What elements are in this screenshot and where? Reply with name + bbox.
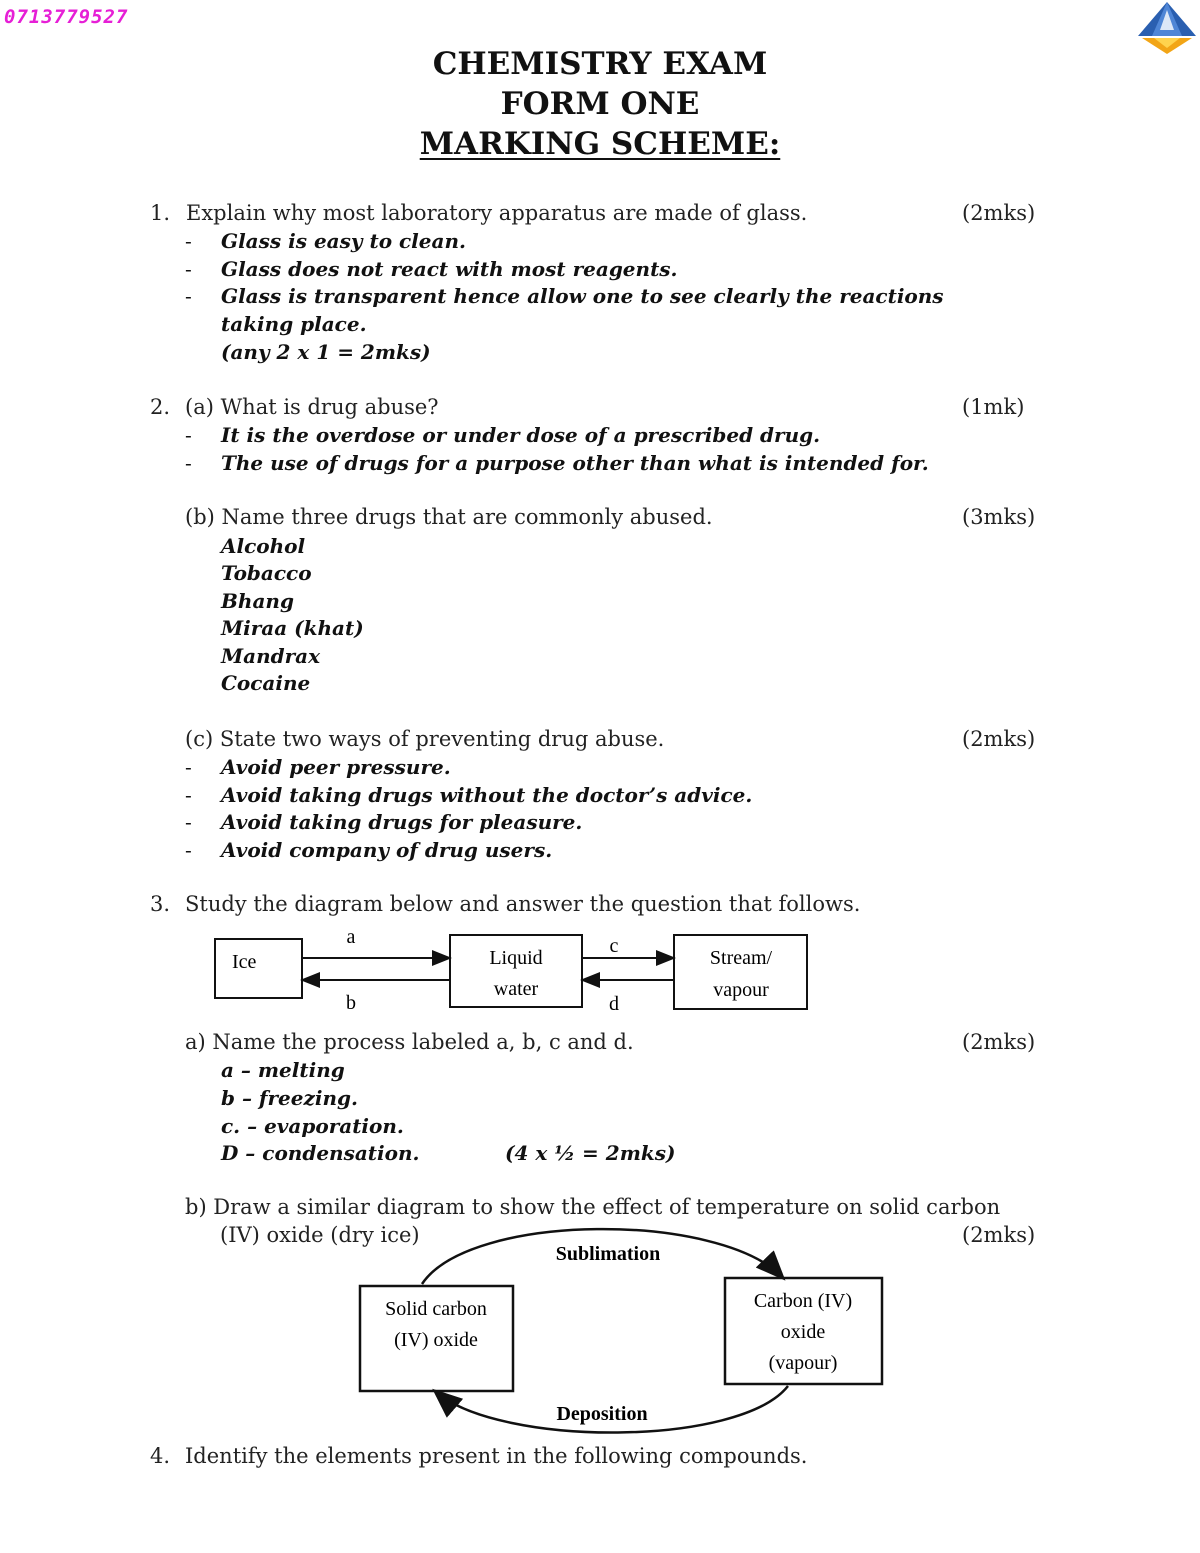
q3-number: 3. xyxy=(150,892,171,916)
stream-label-2: vapour xyxy=(713,979,769,1001)
bullet-dash: - xyxy=(185,229,192,253)
q2a-text: (a) What is drug abuse? xyxy=(185,395,439,419)
process-label-c: c xyxy=(609,935,619,957)
bullet-dash: - xyxy=(185,783,192,807)
ice-box xyxy=(215,939,302,998)
marking-scheme-text: MARKING SCHEME: xyxy=(419,126,781,162)
bullet-dash: - xyxy=(185,755,192,779)
q2b-answer-5: Mandrax xyxy=(221,644,321,668)
exam-title: CHEMISTRY EXAM xyxy=(432,46,768,82)
q3a-text: a) Name the process labeled a, b, c and d. xyxy=(185,1030,634,1054)
q2b-answer-3: Bhang xyxy=(221,589,294,613)
q2c-marks: (2mks) xyxy=(962,727,1036,751)
q4-text: Identify the elements present in the following compounds. xyxy=(185,1444,808,1468)
process-label-d: d xyxy=(609,993,619,1015)
q3b-text-cont: (IV) oxide (dry ice) xyxy=(220,1223,420,1247)
q3-text: Study the diagram below and answer the question that follows. xyxy=(185,892,861,916)
q1-answer-3-cont: taking place. xyxy=(221,312,367,336)
sublimation-label: Sublimation xyxy=(555,1243,661,1265)
process-label-b: b xyxy=(346,992,356,1014)
q2b-marks: (3mks) xyxy=(962,505,1036,529)
states-of-matter-diagram xyxy=(200,920,820,1020)
q2c-answer-2: Avoid taking drugs without the doctor’s advice. xyxy=(221,783,753,807)
bullet-dash: - xyxy=(185,810,192,834)
q1-answer-2: Glass does not react with most reagents. xyxy=(221,257,678,281)
q3a-answer-2: b – freezing. xyxy=(221,1086,358,1110)
q1-award: (any 2 x 1 = 2mks) xyxy=(221,340,431,364)
liquid-label-1: Liquid xyxy=(489,947,543,969)
deposition-label: Deposition xyxy=(556,1403,648,1425)
q3a-answer-1: a – melting xyxy=(221,1058,345,1082)
q2a-answer-2: The use of drugs for a purpose other than what is intended for. xyxy=(221,451,929,475)
ice-label: Ice xyxy=(232,951,257,973)
q2b-text: (b) Name three drugs that are commonly abused. xyxy=(185,505,713,529)
dry-ice-diagram xyxy=(340,1222,900,1440)
q2c-text: (c) State two ways of preventing drug abuse. xyxy=(185,727,665,751)
q4-number: 4. xyxy=(150,1444,171,1468)
marking-scheme-heading xyxy=(0,126,1200,162)
q1-number: 1. xyxy=(150,201,171,225)
vapour-label-1: Carbon (IV) xyxy=(753,1290,853,1312)
q2c-answer-1: Avoid peer pressure. xyxy=(221,755,451,779)
q1-answer-3: Glass is transparent hence allow one to see clearly the reactions xyxy=(221,284,944,308)
vapour-label-3: (vapour) xyxy=(768,1352,838,1374)
q2a-answer-1: It is the overdose or under dose of a prescribed drug. xyxy=(221,423,821,447)
stream-label-1: Stream/ xyxy=(709,947,773,969)
form-title: FORM ONE xyxy=(500,86,700,122)
bullet-dash: - xyxy=(185,451,192,475)
q2a-marks: (1mk) xyxy=(962,395,1025,419)
solid-label-1: Solid carbon xyxy=(385,1298,487,1320)
bullet-dash: - xyxy=(185,284,192,308)
q1-text: Explain why most laboratory apparatus are made of glass. xyxy=(186,201,808,225)
q3a-answer-3: c. – evaporation. xyxy=(221,1114,404,1138)
liquid-label-2: water xyxy=(493,978,539,1000)
q2b-answer-1: Alcohol xyxy=(221,534,306,558)
bullet-dash: - xyxy=(185,257,192,281)
q3b-text: b) Draw a similar diagram to show the effect of temperature on solid carbon xyxy=(185,1195,1001,1219)
q1-answer-1: Glass is easy to clean. xyxy=(221,229,466,253)
q1-marks: (2mks) xyxy=(962,201,1036,225)
q3a-answer-4: D – condensation. xyxy=(221,1141,420,1165)
q3a-award: (4 x ½ = 2mks) xyxy=(505,1141,676,1165)
q3b-marks: (2mks) xyxy=(962,1223,1036,1247)
q2c-answer-3: Avoid taking drugs for pleasure. xyxy=(221,810,583,834)
q2b-answer-4: Miraa (khat) xyxy=(221,616,364,640)
q2b-answer-2: Tobacco xyxy=(221,561,312,585)
bullet-dash: - xyxy=(185,423,192,447)
q2b-answer-6: Cocaine xyxy=(221,671,311,695)
vapour-label-2: oxide xyxy=(780,1321,826,1343)
q3a-marks: (2mks) xyxy=(962,1030,1036,1054)
solid-label-2: (IV) oxide xyxy=(394,1329,478,1351)
q2-number: 2. xyxy=(150,395,171,419)
phone-number: 0713779527 xyxy=(4,6,129,28)
bullet-dash: - xyxy=(185,838,192,862)
q2c-answer-4: Avoid company of drug users. xyxy=(221,838,553,862)
process-label-a: a xyxy=(346,926,356,948)
